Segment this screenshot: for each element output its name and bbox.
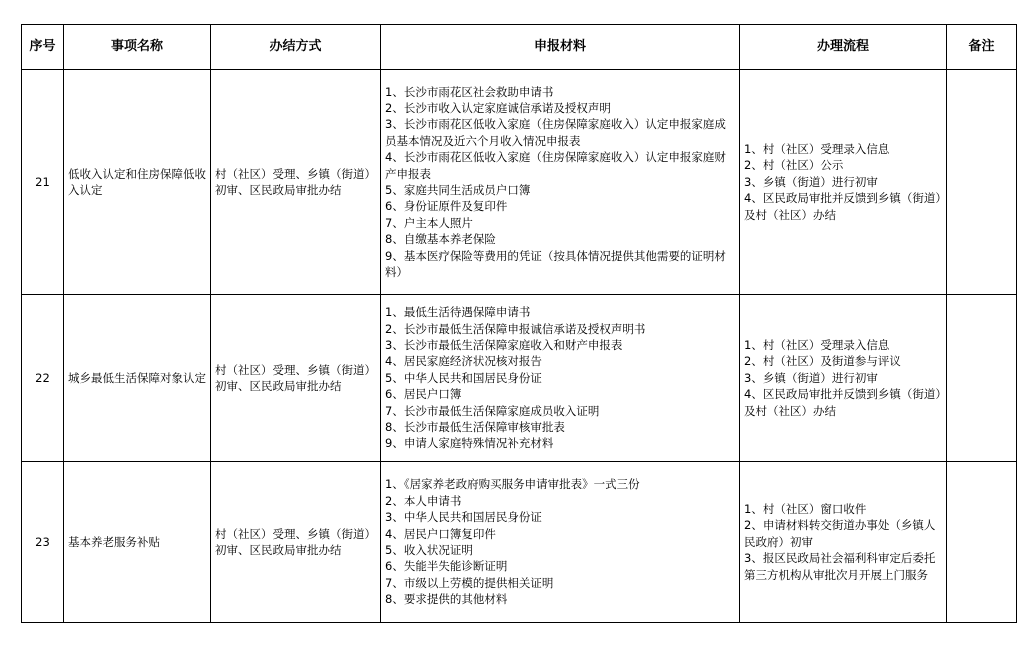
material-item: 2、长沙市最低生活保障申报诚信承诺及授权声明书	[385, 321, 646, 336]
material-item: 3、长沙市雨花区低收入家庭（住房保障家庭收入）认定申报家庭成员基本情况及近六个月收入情况申报表	[385, 117, 726, 148]
header-materials: 申报材料	[381, 25, 740, 70]
process-step: 1、村（社区）受理录入信息	[744, 141, 890, 156]
row-name: 低收入认定和住房保障低收入认定	[64, 70, 211, 295]
material-item: 8、长沙市最低生活保障审核审批表	[385, 420, 565, 435]
row-method: 村（社区）受理、乡镇（街道）初审、区民政局审批办结	[211, 462, 381, 623]
material-item: 4、居民家庭经济状况核对报告	[385, 354, 542, 369]
table-row	[22, 70, 1017, 295]
process-step: 1、村（社区）窗口收件	[744, 501, 867, 516]
process-step: 2、村（社区）及街道参与评议	[744, 354, 901, 369]
process-step: 2、村（社区）公示	[744, 158, 844, 173]
process-step: 4、区民政局审批并反馈到乡镇（街道）及村（社区）办结	[744, 191, 942, 222]
material-item: 5、收入状况证明	[385, 543, 473, 557]
material-item: 1、最低生活待遇保障申请书	[385, 305, 531, 320]
process-step: 2、申请材料转交街道办事处（乡镇人民政府）初审	[744, 518, 936, 549]
process-step: 3、乡镇（街道）进行初审	[744, 174, 878, 189]
row-remarks	[947, 295, 1017, 462]
material-item: 6、居民户口簿	[385, 387, 462, 402]
row-name: 城乡最低生活保障对象认定	[64, 295, 211, 462]
row-method: 村（社区）受理、乡镇（街道）初审、区民政局审批办结	[211, 70, 381, 295]
material-item: 6、失能半失能诊断证明	[385, 559, 508, 574]
header-method: 办结方式	[211, 25, 381, 70]
row-process	[740, 70, 947, 295]
material-item: 8、要求提供的其他材料	[385, 592, 508, 607]
row-index: 22	[22, 295, 64, 462]
material-item: 7、户主本人照片	[385, 215, 473, 230]
material-item: 5、家庭共同生活成员户口簿	[385, 183, 531, 197]
material-item: 8、自缴基本养老保险	[385, 232, 496, 247]
material-item: 9、基本医疗保险等费用的凭证（按具体情况提供其他需要的证明材料）	[385, 248, 726, 280]
process-step: 4、区民政局审批并反馈到乡镇（街道）及村（社区）办结	[744, 387, 942, 418]
row-remarks	[947, 70, 1017, 295]
header-name: 事项名称	[64, 25, 211, 70]
header-remarks: 备注	[947, 25, 1017, 70]
row-name: 基本养老服务补贴	[64, 462, 211, 623]
material-item: 7、市级以上劳模的提供相关证明	[385, 575, 554, 590]
row-remarks	[947, 462, 1017, 623]
row-method: 村（社区）受理、乡镇（街道）初审、区民政局审批办结	[211, 295, 381, 462]
material-item: 9、申请人家庭特殊情况补充材料	[385, 436, 554, 451]
table-row	[22, 462, 1017, 623]
row-process	[740, 462, 947, 623]
material-item: 4、居民户口簿复印件	[385, 526, 496, 541]
row-materials	[381, 295, 740, 462]
table-row	[22, 295, 1017, 462]
material-item: 2、本人申请书	[385, 493, 462, 508]
material-item: 4、长沙市雨花区低收入家庭（住房保障家庭收入）认定申报家庭财产申报表	[385, 150, 726, 181]
material-item: 6、身份证原件及复印件	[385, 199, 508, 214]
header-process: 办理流程	[740, 25, 947, 70]
header-index: 序号	[22, 25, 64, 70]
row-materials	[381, 462, 740, 623]
process-step: 3、报区民政局社会福利科审定后委托第三方机构从审批次月开展上门服务	[744, 551, 936, 582]
row-materials	[381, 70, 740, 295]
process-step: 1、村（社区）受理录入信息	[744, 337, 890, 352]
material-item: 2、长沙市收入认定家庭诚信承诺及授权声明	[385, 100, 611, 115]
material-item: 1、长沙市雨花区社会救助申请书	[385, 84, 554, 99]
material-item: 5、中华人民共和国居民身份证	[385, 370, 542, 385]
row-index: 23	[22, 462, 64, 623]
material-item: 3、中华人民共和国居民身份证	[385, 510, 542, 525]
process-step: 3、乡镇（街道）进行初审	[744, 370, 878, 385]
header-row	[22, 25, 1017, 70]
material-item: 7、长沙市最低生活保障家庭成员收入证明	[385, 403, 600, 418]
service-items-table	[21, 24, 1017, 623]
material-item: 3、长沙市最低生活保障家庭收入和财产申报表	[385, 337, 623, 352]
row-index: 21	[22, 70, 64, 295]
row-process	[740, 295, 947, 462]
material-item: 1、《居家养老政府购买服务申请审批表》一式三份	[385, 477, 640, 492]
